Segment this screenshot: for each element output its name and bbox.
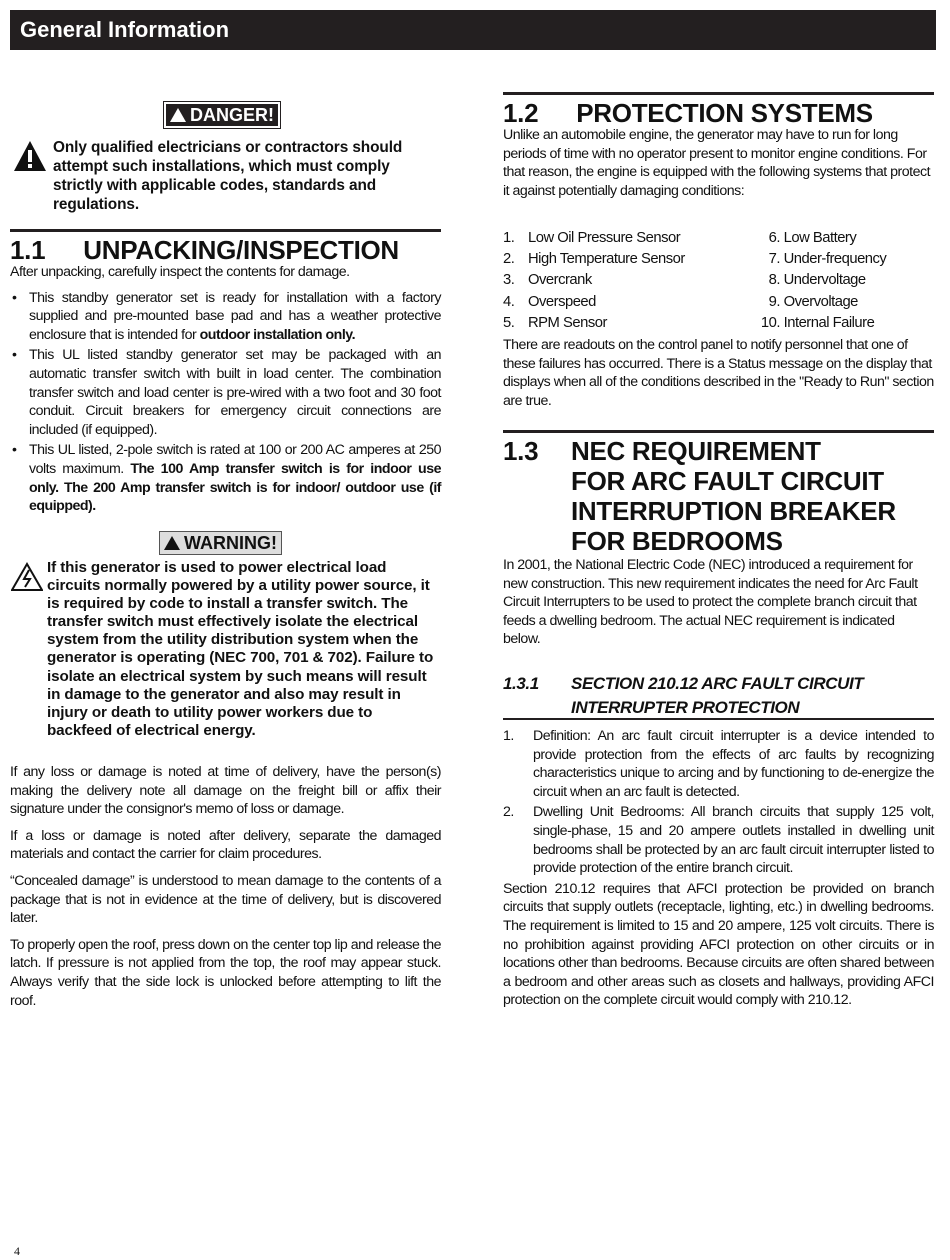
bullet-item: • This UL listed standby generator set may be packaged with an automatic transfer switch with built in load center. The combination transfer switch and load center is pre-wired with a two foot and 30 foot conduit. Circuit breakers for emergency circuit connections are included (if equipped).	[10, 346, 441, 439]
section-title-line: FOR BEDROOMS	[571, 526, 783, 556]
list-item: 5. RPM Sensor	[503, 314, 607, 331]
danger-exclamation-icon	[13, 140, 47, 172]
warning-banner	[159, 531, 282, 555]
section-title-line: FOR ARC FAULT CIRCUIT	[571, 466, 884, 496]
protection-list	[503, 228, 934, 338]
nec-intro-text: In 2001, the National Electric Code (NEC) introduced a requirement for new construction. This new requirement indicates the need for Arc Fault Circuit Interrupters to be used to protect the complete branch circuit that feeds a dwelling bedroom. The actual NEC requirement is indicated below.	[503, 557, 918, 648]
section-title-line: INTERRUPTION BREAKER	[571, 496, 896, 526]
danger-banner	[164, 102, 280, 128]
subsection-rule	[503, 718, 934, 720]
page-header-title: General Information	[20, 17, 230, 42]
nec-definitions	[503, 727, 934, 1010]
danger-text: Only qualified electricians or contractors should attempt such installations, which must comply strictly with applicable codes, standards and regulations.	[53, 139, 403, 213]
subsection-title-line: SECTION 210.12 ARC FAULT CIRCUIT	[571, 674, 864, 693]
section-number: 1.1	[10, 235, 46, 265]
warning-triangle-icon	[164, 536, 180, 550]
section-rule	[10, 229, 441, 232]
list-item: 10. Internal Failure	[760, 314, 875, 331]
intro-text: After unpacking, carefully inspect the contents for damage.	[10, 264, 350, 280]
paragraph: “Concealed damage” is understood to mean damage to the contents of a package that is not in evidence at the time of delivery, but is discovered later.	[10, 872, 441, 927]
section-1-2-intro: Unlike an automobile engine, the generator may have to run for long periods of time with no operator present to monitor engine conditions. For that reason, the engine is equipped with the following systems that protect it against potentially damaging conditions:	[503, 127, 931, 199]
subsection-number: 1.3.1	[503, 674, 539, 693]
paragraph: Section 210.12 requires that AFCI protection be provided on branch circuits that supply outlets (receptacle, lighting, etc.) in dwelling bedrooms. The requirement is limited to 15 and 20 ampere, 125 volt circuits. There is no prohibition against providing AFCI protection on other circuits or in locations other than bedrooms. Because circuits are often shared between a bedroom and other areas such as closets and hallways, providing AFCI protection on the complete circuit would comply with 210.12.	[503, 880, 934, 1009]
warning-triangle-icon	[170, 108, 186, 122]
danger-label: DANGER!	[190, 105, 274, 125]
list-item: 2. Dwelling Unit Bedrooms: All branch circuits that supply 125 volt, single-phase, 15 and 20 ampere outlets installed in dwelling unit bedrooms shall be protected by an arc fault circuit interrupter listed to provide protection of the entire branch circuit.	[503, 804, 934, 877]
section-rule	[503, 430, 934, 433]
list-item: 2. High Temperature Sensor	[503, 251, 685, 268]
section-rule	[503, 92, 934, 95]
section-1-1-heading	[10, 235, 441, 265]
list-item: 4. Overspeed	[503, 293, 596, 310]
electric-shock-icon	[11, 562, 43, 592]
section-number: 1.3	[503, 436, 539, 466]
bullet-item: • This UL listed, 2-pole switch is rated at 100 or 200 AC amperes at 250 volts maximum. The 100 Amp transfer switch is for indoor use only. The 200 Amp transfer switch is for indoor/ outdoor use (if equipped).	[10, 441, 441, 515]
section-title-line: NEC REQUIREMENT	[571, 436, 821, 466]
subsection-title-line: INTERRUPTER PROTECTION	[571, 698, 800, 717]
section-title: UNPACKING/INSPECTION	[83, 235, 399, 265]
paragraph: To properly open the roof, press down on the center top lip and release the latch. If pressure is not applied from the top, the roof may appear stuck. Always verify that the side lock is unlocked before attempting to lift the roof.	[10, 936, 441, 1009]
section-1-2-heading	[503, 98, 934, 128]
page-header	[10, 10, 936, 50]
list-item: 9. Overvoltage	[768, 293, 858, 310]
list-item: 8. Undervoltage	[768, 272, 866, 289]
warning-text: If this generator is used to power electrical load circuits normally powered by a utility power source, it is required by code to install a transfer switch. The transfer switch must effectively isolate the electrical system from the utility distribution system when the generator is operating (NEC 700, 701 & 702). Failure to isolate an electrical system by such means will result in damage to the generator and also may result in injury or death to utility power workers due to backfeed of electrical energy.	[47, 559, 434, 739]
section-title: PROTECTION SYSTEMS	[576, 98, 873, 128]
paragraph: If a loss or damage is noted after delivery, separate the damaged materials and contact the carrier for claim procedures.	[10, 827, 441, 863]
list-item: 6. Low Battery	[768, 230, 857, 246]
list-item: 1. Definition: An arc fault circuit interrupter is a device intended to provide protection from the effects of arc faults by recognizing characteristics unique to arcing and by functioning to de-energize the circuit when an arc fault is detected.	[503, 728, 934, 800]
section-number: 1.2	[503, 98, 539, 128]
readouts-text: There are readouts on the control panel to notify personnel that one of these failures has occurred. There is a Status message on the display that displays when all of the conditions described in the "Ready to Run" section are true.	[503, 337, 934, 409]
page-number: 4	[14, 1244, 20, 1258]
list-item: 1. Low Oil Pressure Sensor	[503, 230, 681, 246]
bullet-item: • This standby generator set is ready for installation with a factory supplied and pre-mounted base pad and has a weather protective enclosure that is intended for outdoor installation only.	[10, 289, 441, 345]
list-item: 3. Overcrank	[503, 272, 592, 289]
list-item: 7. Under-frequency	[768, 251, 887, 268]
warning-label: WARNING!	[184, 533, 277, 553]
section-1-1-body	[10, 263, 441, 516]
left-paragraphs	[10, 763, 441, 1010]
paragraph: If any loss or damage is noted at time of delivery, have the person(s) making the delivery note all damage on the freight bill or affix their signature under the consignor's memo of loss or damage.	[10, 764, 441, 818]
